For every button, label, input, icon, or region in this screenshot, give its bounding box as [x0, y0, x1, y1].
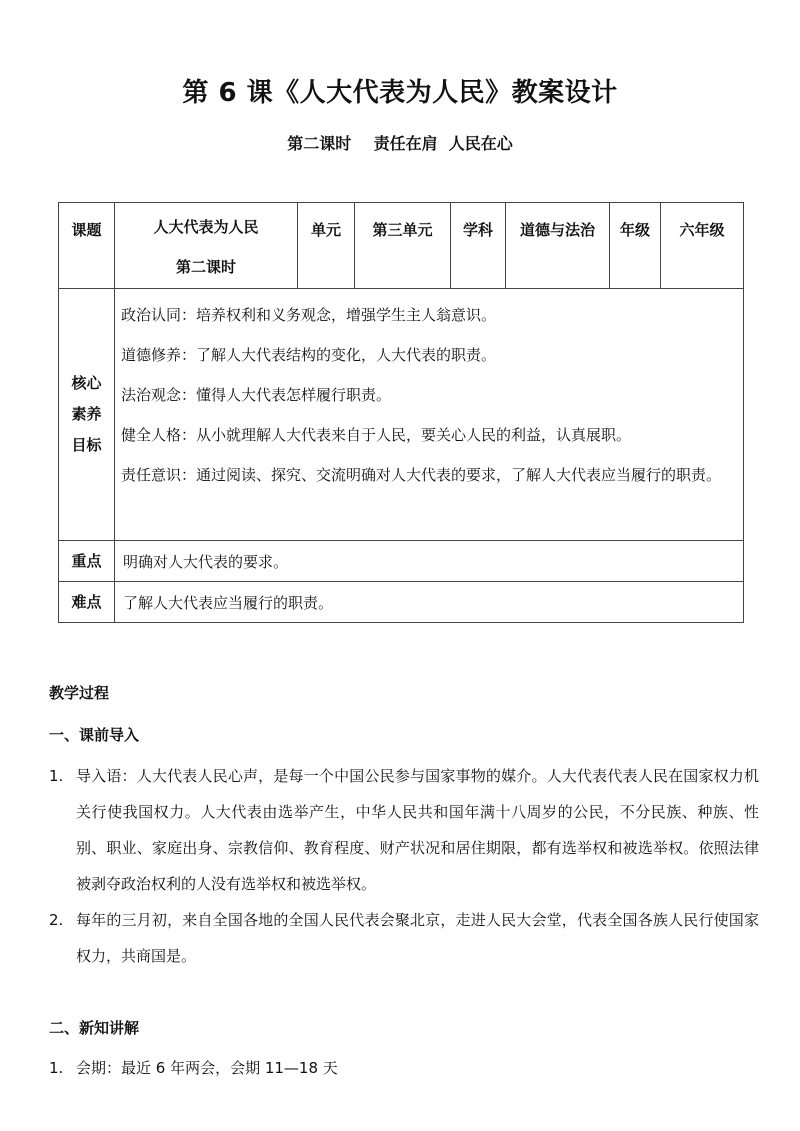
course-name-line2: 第二课时 — [175, 258, 236, 276]
label-difficult-point: 难点 — [59, 582, 115, 623]
label-core-goals — [59, 289, 115, 541]
grade-value: 六年级 — [661, 203, 744, 289]
list-item-text: 导入语：人大代表人民心声，是每一个中国公民参与国家事物的媒介。人大代表代表人民在国家权力机关行使我国权力。人大代表由选举产生，中华人民共和国年满十八周岁的公民，不分民族、种族、性别、职业、家庭出身、宗教信仰、教育程度、财产状况和居住期限，都有选举权和被选举权。依照法律被剥夺政治权利的人没有选举权和被选举权。 — [76, 767, 759, 893]
list-item-text: 会期：最近 6 年两会，会期 11—18 天 — [76, 1059, 338, 1077]
list-item-text: 每年的三月初，来自全国各地的全国人民代表会聚北京，走进人民大会堂，代表全国各族人民行使国家权力，共商国是。 — [76, 911, 759, 965]
unit-value: 第三单元 — [355, 203, 451, 289]
goal-moral: 道德修养：了解人大代表结构的变化，人大代表的职责。 — [121, 346, 497, 364]
label-unit: 单元 — [298, 203, 355, 289]
list-item — [49, 758, 759, 902]
list-item — [49, 902, 759, 974]
label-course: 课题 — [59, 203, 115, 289]
subject-value: 道德与法治 — [506, 203, 610, 289]
goal-law: 法治观念：懂得人大代表怎样履行职责。 — [121, 386, 392, 404]
core-goals-cell — [115, 289, 744, 541]
list-item-number: 2. — [49, 911, 64, 929]
process-heading: 教学过程 — [49, 684, 110, 702]
table-row-goals — [59, 289, 744, 541]
course-name-line1: 人大代表为人民 — [153, 218, 259, 236]
difficult-point-value: 了解人大代表应当履行的职责。 — [115, 582, 744, 623]
section2-list — [49, 1050, 759, 1086]
key-point-value: 明确对人大代表的要求。 — [115, 541, 744, 582]
label-core-line3: 目标 — [71, 436, 102, 454]
course-name-cell — [115, 203, 298, 289]
label-subject: 学科 — [451, 203, 506, 289]
label-core-line2: 素养 — [71, 405, 102, 423]
list-item — [49, 1050, 759, 1086]
section1-list — [49, 758, 759, 974]
list-item-number: 1. — [49, 767, 64, 785]
goal-political: 政治认同：培养权利和义务观念，增强学生主人翁意识。 — [121, 306, 497, 324]
table-row-key — [59, 541, 744, 582]
label-grade: 年级 — [610, 203, 661, 289]
page-subtitle: 第二课时 责任在肩 人民在心 — [287, 134, 513, 153]
list-item-number: 1. — [49, 1059, 64, 1077]
section1-heading: 一、课前导入 — [49, 726, 140, 744]
goal-responsibility: 责任意识：通过阅读、探究、交流明确对人大代表的要求，了解人大代表应当履行的职责。 — [121, 466, 722, 484]
lesson-info-table — [58, 202, 744, 623]
goal-personality: 健全人格：从小就理解人大代表来自于人民，要关心人民的利益，认真展职。 — [121, 426, 632, 444]
table-row-header — [59, 203, 744, 289]
section2-heading: 二、新知讲解 — [49, 1019, 140, 1037]
label-core-line1: 核心 — [71, 374, 102, 392]
table-row-difficult — [59, 582, 744, 623]
label-key-point: 重点 — [59, 541, 115, 582]
page-title: 第 6 课《人大代表为人民》教案设计 — [182, 78, 618, 108]
